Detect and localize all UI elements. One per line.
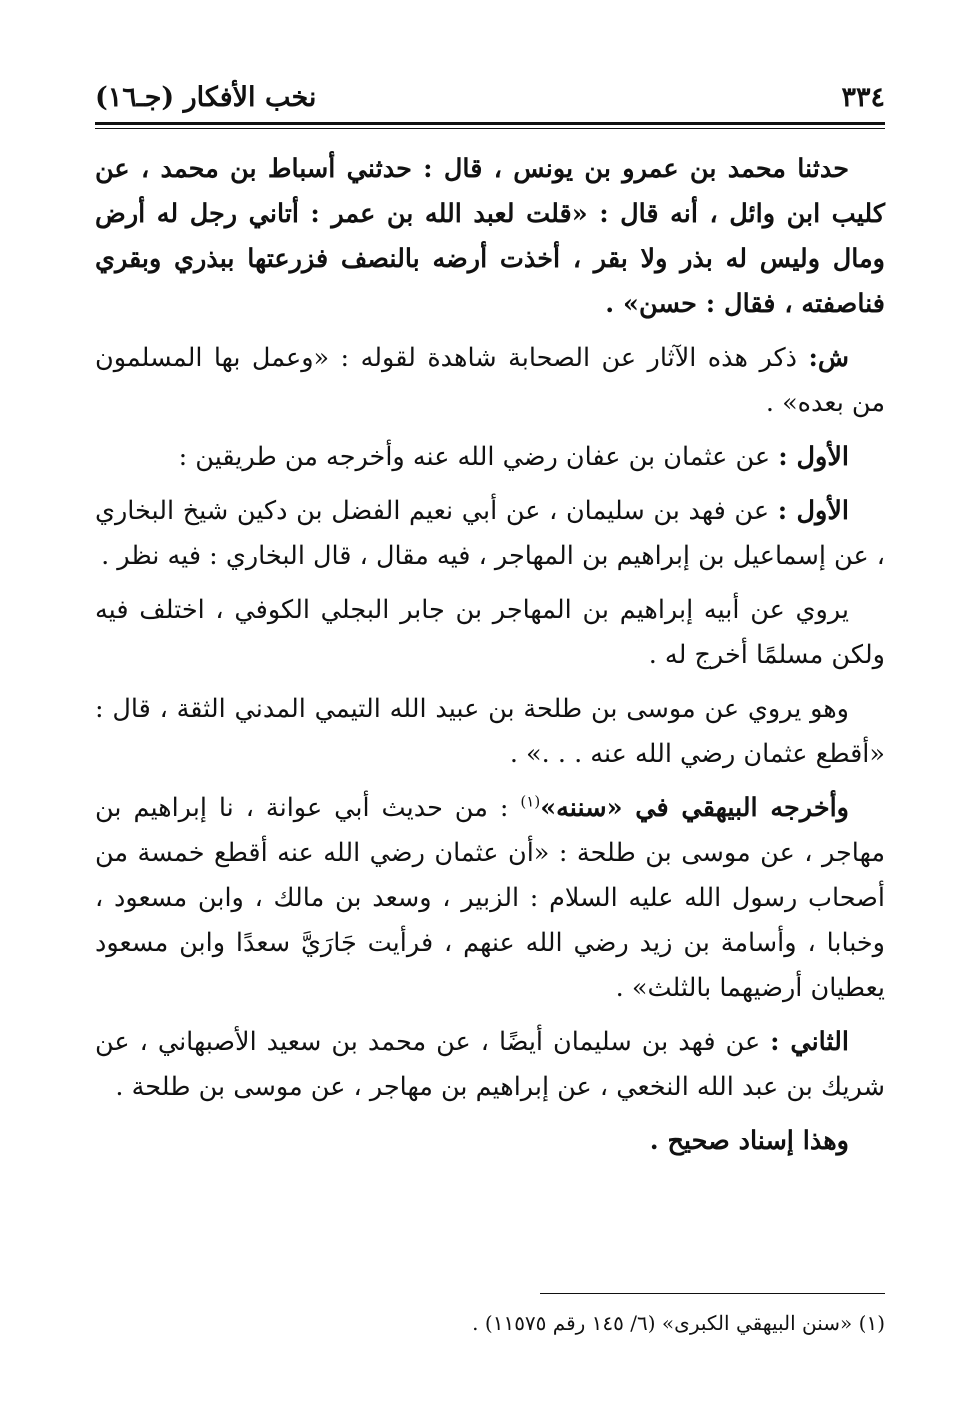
- paragraph-text: عن فهد بن سليمان أيضًا ، عن محمد بن سعيد الأصبهاني ، عن شريك بن عبد الله النخعي ، عن إبراهيم بن مهاجر ، عن موسى بن طلحة .: [95, 1027, 885, 1102]
- paragraph-text: عن فهد بن سليمان ، عن أبي نعيم الفضل بن دكين شيخ البخاري ، عن إسماعيل بن إبراهيم بن المهاجر ، فيه مقال ، قال البخاري : فيه نظر .: [95, 496, 885, 571]
- page-header: [95, 78, 885, 118]
- paragraph-text: ذكر هذه الآثار عن الصحابة شاهدة لقوله : «وعمل بها المسلمون من بعده» .: [95, 343, 885, 418]
- paragraph-text: عن عثمان بن عفان رضي الله عنه وأخرجه من طريقين :: [178, 442, 779, 472]
- paragraph-lead: ش:: [808, 343, 849, 373]
- second-route-paragraph: [95, 1020, 885, 1110]
- conclusion-paragraph: [95, 1119, 885, 1164]
- paragraph-lead: وأخرجه البيهقي في «سننه»: [540, 793, 849, 823]
- bayhaqi-paragraph: [95, 786, 885, 1011]
- paragraph-lead: الأول :: [777, 496, 849, 526]
- footnote-separator: [540, 1293, 885, 1294]
- paragraph-text: وهذا إسناد صحيح .: [649, 1126, 849, 1156]
- footnote-reference[interactable]: (١): [520, 792, 541, 811]
- footnote: (١) «سنن البيهقي الكبرى» (٦/ ١٤٥ رقم ١١٥٧٥) .: [472, 1311, 885, 1335]
- paragraph-lead: الثاني :: [770, 1027, 849, 1057]
- paragraph-text: : من حديث أبي عوانة ، نا إبراهيم بن مهاجر ، عن موسى بن طلحة : «أن عثمان رضي الله عنه أقطع خمسة من أصحاب رسول الله عليه السلام : الزبير ، وسعد بن مالك ، وابن مسعود ، وخبابا ، وأسامة بن زيد رضي الله عنهم ، فرأيت جَارَيَّ سعدًا وابن مسعود يعطيان أرضيهما بالثلث» .: [95, 793, 885, 1003]
- running-title: نخب الأفكار (جـ١٦): [95, 82, 317, 113]
- header-rule-thick: [95, 122, 885, 125]
- paragraph-lead: الأول :: [778, 442, 849, 472]
- paragraph-text: وهو يروي عن موسى بن طلحة بن عبيد الله التيمي المدني الثقة ، قال : «أقطع عثمان رضي الله عنه . . .» .: [95, 694, 885, 769]
- first-route-paragraph: [95, 489, 885, 579]
- page: [95, 78, 885, 1378]
- narrator-paragraph: [95, 588, 885, 678]
- page-body: [95, 147, 885, 1164]
- first-narration-paragraph: [95, 435, 885, 480]
- narrator-paragraph: [95, 687, 885, 777]
- paragraph-text: حدثنا محمد بن عمرو بن يونس ، قال : حدثني أسباط بن محمد ، عن كليب ابن وائل ، أنه قال : «قلت لعبد الله بن عمر : أتاني رجل له أرض ومال وليس له بذر ولا بقر ، أخذت أرضه بالنصف فزرعتها ببذري وبقري فناصفته ، فقال : حسن» .: [95, 154, 885, 319]
- paragraph-text: يروي عن أبيه إبراهيم بن المهاجر بن جابر البجلي الكوفي ، اختلف فيه ولكن مسلمًا أخرج له .: [95, 595, 885, 670]
- header-rule-thin: [95, 128, 885, 129]
- commentary-paragraph: [95, 336, 885, 426]
- hadith-paragraph: [95, 147, 885, 327]
- page-number: ٣٣٤: [841, 82, 885, 113]
